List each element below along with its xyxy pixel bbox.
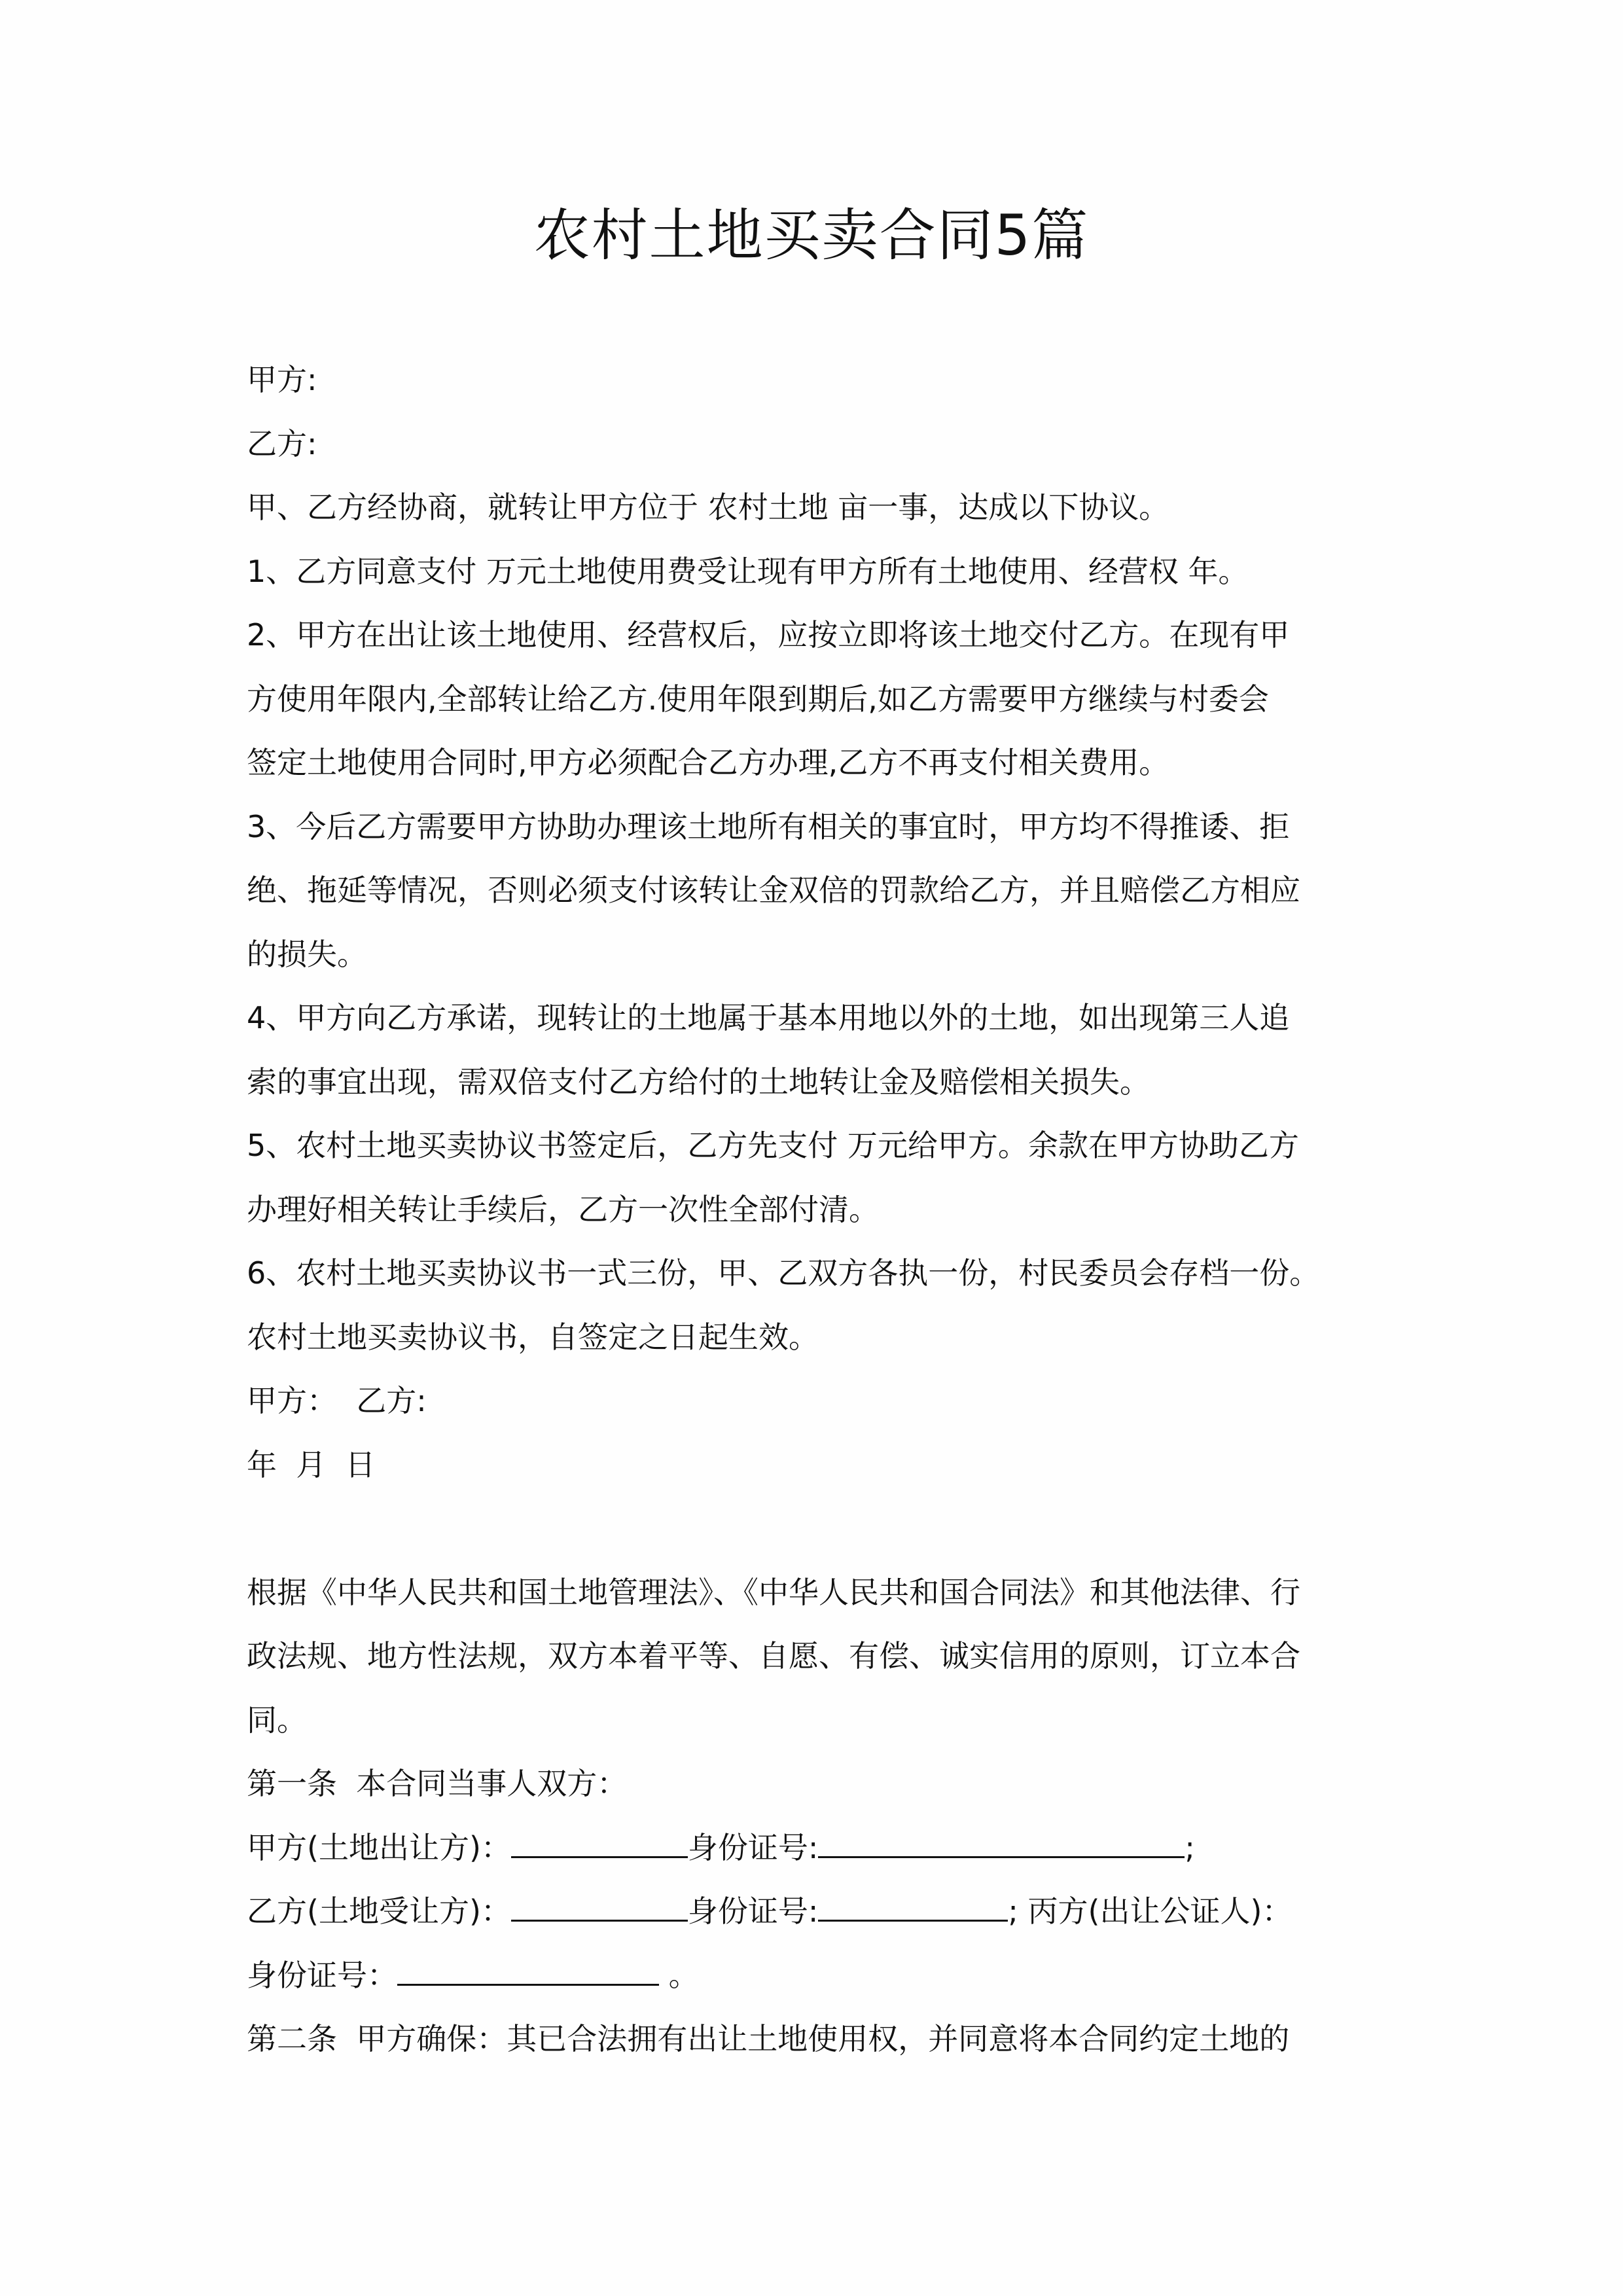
period: 。 — [659, 1957, 699, 1993]
preamble-line-3: 同。 — [247, 1702, 307, 1738]
preamble-line-2: 政法规、地方性法规，双方本着平等、自愿、有偿、诚实信用的原则，订立本合 — [247, 1638, 1300, 1674]
party-a-label: 甲方(土地出让方)： — [247, 1829, 511, 1865]
clause-2-line-1: 2、甲方在出让该土地使用、经营权后，应按立即将该土地交付乙方。在现有甲 — [247, 617, 1290, 653]
id-label-3: 身份证号： — [247, 1957, 397, 1993]
section-gap — [247, 1497, 1379, 1561]
id-label-2: 身份证号: — [687, 1893, 819, 1929]
signature-line: 甲方： 乙方: — [247, 1383, 427, 1418]
date-line: 年 月 日 — [247, 1446, 376, 1482]
document-title: 农村土地买卖合同5篇 — [533, 203, 1090, 268]
clause-5-line-2: 办理好相关转让手续后，乙方一次性全部付清。 — [247, 1191, 879, 1227]
preamble-line-1: 根据《中华人民共和国土地管理法》、《中华人民共和国合同法》和其他法律、行 — [247, 1574, 1300, 1610]
party-a-name-blank[interactable] — [511, 1830, 688, 1858]
clause-5-line-1: 5、农村土地买卖协议书签定后，乙方先支付 万元给甲方。余款在甲方协助乙方 — [247, 1128, 1299, 1163]
party-a-id-blank[interactable] — [818, 1830, 1185, 1858]
clause-2-line-2: 方使用年限内,全部转让给乙方.使用年限到期后,如乙方需要甲方继续与村委会 — [247, 681, 1269, 717]
semicolon: ; — [1185, 1829, 1195, 1865]
document-body — [247, 348, 1379, 2072]
party-b-label: 乙方(土地受让方)： — [247, 1893, 511, 1929]
clause-4-line-2: 索的事宜出现，需双倍支付乙方给付的土地转让金及赔偿相关损失。 — [247, 1064, 1150, 1100]
party-b-fill-line — [247, 1880, 1379, 1944]
intro-paragraph: 甲、乙方经协商，就转让甲方位于 农村土地 亩一事，达成以下协议。 — [247, 490, 1169, 525]
clause-3-line-1: 3、今后乙方需要甲方协助办理该土地所有相关的事宜时，甲方均不得推诿、拒 — [247, 808, 1290, 844]
party-a-line: 甲方: — [247, 362, 317, 397]
party-a-fill-line — [247, 1816, 1379, 1880]
clause-3-line-2: 绝、拖延等情况，否则必须支付该转让金双倍的罚款给乙方，并且赔偿乙方相应 — [247, 872, 1300, 908]
party-b-line: 乙方: — [247, 425, 317, 461]
party-b-id-blank[interactable] — [818, 1893, 1008, 1922]
clause-1: 1、乙方同意支付 万元土地使用费受让现有甲方所有土地使用、经营权 年。 — [247, 553, 1249, 589]
party-c-id-blank[interactable] — [397, 1958, 659, 1986]
clause-4-line-1: 4、甲方向乙方承诺，现转让的土地属于基本用地以外的土地，如出现第三人追 — [247, 1000, 1290, 1035]
clause-3-line-3: 的损失。 — [247, 936, 367, 972]
id-label: 身份证号: — [687, 1829, 819, 1865]
party-c-label: ; 丙方(出让公证人)： — [1008, 1893, 1293, 1929]
clause-6-line-2: 农村土地买卖协议书，自签定之日起生效。 — [247, 1319, 819, 1355]
clause-2-line-3: 签定土地使用合同时,甲方必须配合乙方办理,乙方不再支付相关费用。 — [247, 745, 1169, 780]
party-b-name-blank[interactable] — [511, 1893, 688, 1922]
party-c-id-line — [247, 1944, 1379, 2008]
clause-6-line-1: 6、农村土地买卖协议书一式三份，甲、乙双方各执一份，村民委员会存档一份。 — [247, 1255, 1320, 1291]
article-1-heading: 第一条 本合同当事人双方： — [247, 1766, 628, 1801]
article-2-line-1: 第二条 甲方确保：其已合法拥有出让土地使用权，并同意将本合同约定土地的 — [247, 2021, 1290, 2056]
